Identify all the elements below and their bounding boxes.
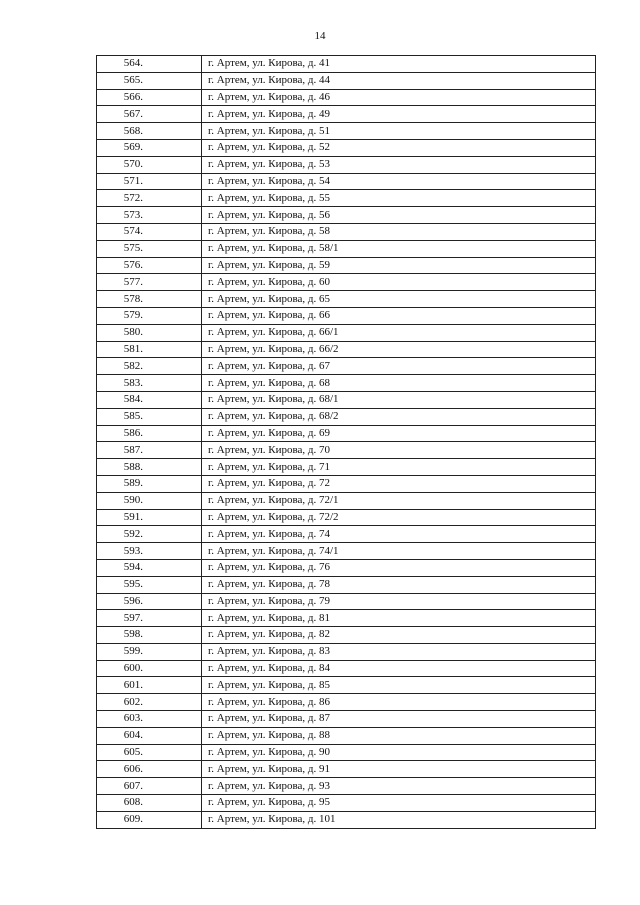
address-table-body	[97, 56, 596, 829]
address-cell: г. Артем, ул. Кирова, д. 84	[202, 660, 596, 677]
row-number-cell: 571.	[97, 173, 202, 190]
table-row	[97, 123, 596, 140]
address-cell: г. Артем, ул. Кирова, д. 60	[202, 274, 596, 291]
table-row	[97, 627, 596, 644]
row-number-cell: 572.	[97, 190, 202, 207]
address-cell: г. Артем, ул. Кирова, д. 81	[202, 610, 596, 627]
row-number-cell: 599.	[97, 643, 202, 660]
address-cell: г. Артем, ул. Кирова, д. 49	[202, 106, 596, 123]
row-number-cell: 608.	[97, 795, 202, 812]
address-cell: г. Артем, ул. Кирова, д. 79	[202, 593, 596, 610]
table-row	[97, 559, 596, 576]
address-cell: г. Артем, ул. Кирова, д. 46	[202, 89, 596, 106]
address-cell: г. Артем, ул. Кирова, д. 66	[202, 307, 596, 324]
table-row	[97, 324, 596, 341]
address-cell: г. Артем, ул. Кирова, д. 71	[202, 459, 596, 476]
address-cell: г. Артем, ул. Кирова, д. 51	[202, 123, 596, 140]
row-number-cell: 598.	[97, 627, 202, 644]
table-row	[97, 811, 596, 828]
table-row	[97, 711, 596, 728]
table-row	[97, 475, 596, 492]
table-row	[97, 89, 596, 106]
address-cell: г. Артем, ул. Кирова, д. 86	[202, 694, 596, 711]
row-number-cell: 580.	[97, 324, 202, 341]
address-cell: г. Артем, ул. Кирова, д. 58/1	[202, 240, 596, 257]
row-number-cell: 590.	[97, 492, 202, 509]
row-number-cell: 579.	[97, 307, 202, 324]
row-number-cell: 597.	[97, 610, 202, 627]
address-cell: г. Артем, ул. Кирова, д. 72/2	[202, 509, 596, 526]
address-cell: г. Артем, ул. Кирова, д. 74/1	[202, 543, 596, 560]
table-row	[97, 56, 596, 73]
table-row	[97, 207, 596, 224]
table-row	[97, 509, 596, 526]
table-row	[97, 795, 596, 812]
page-number: 14	[314, 30, 326, 42]
table-row	[97, 291, 596, 308]
row-number-cell: 578.	[97, 291, 202, 308]
address-cell: г. Артем, ул. Кирова, д. 67	[202, 358, 596, 375]
row-number-cell: 569.	[97, 139, 202, 156]
row-number-cell: 567.	[97, 106, 202, 123]
table-row	[97, 610, 596, 627]
row-number-cell: 570.	[97, 156, 202, 173]
address-cell: г. Артем, ул. Кирова, д. 59	[202, 257, 596, 274]
table-row	[97, 576, 596, 593]
table-row	[97, 727, 596, 744]
table-row	[97, 744, 596, 761]
table-row	[97, 526, 596, 543]
row-number-cell: 566.	[97, 89, 202, 106]
table-row	[97, 543, 596, 560]
address-cell: г. Артем, ул. Кирова, д. 68	[202, 375, 596, 392]
address-cell: г. Артем, ул. Кирова, д. 95	[202, 795, 596, 812]
row-number-cell: 564.	[97, 56, 202, 73]
address-cell: г. Артем, ул. Кирова, д. 66/1	[202, 324, 596, 341]
table-row	[97, 492, 596, 509]
row-number-cell: 576.	[97, 257, 202, 274]
row-number-cell: 584.	[97, 391, 202, 408]
row-number-cell: 588.	[97, 459, 202, 476]
row-number-cell: 589.	[97, 475, 202, 492]
table-row	[97, 274, 596, 291]
address-cell: г. Артем, ул. Кирова, д. 69	[202, 425, 596, 442]
row-number-cell: 602.	[97, 694, 202, 711]
row-number-cell: 582.	[97, 358, 202, 375]
table-row	[97, 341, 596, 358]
table-row	[97, 190, 596, 207]
address-cell: г. Артем, ул. Кирова, д. 53	[202, 156, 596, 173]
address-cell: г. Артем, ул. Кирова, д. 83	[202, 643, 596, 660]
table-row	[97, 408, 596, 425]
table-row	[97, 223, 596, 240]
table-row	[97, 375, 596, 392]
address-cell: г. Артем, ул. Кирова, д. 85	[202, 677, 596, 694]
table-row	[97, 459, 596, 476]
address-table	[96, 55, 596, 829]
address-cell: г. Артем, ул. Кирова, д. 66/2	[202, 341, 596, 358]
table-row	[97, 442, 596, 459]
table-row	[97, 593, 596, 610]
row-number-cell: 606.	[97, 761, 202, 778]
row-number-cell: 600.	[97, 660, 202, 677]
address-cell: г. Артем, ул. Кирова, д. 68/2	[202, 408, 596, 425]
table-row	[97, 677, 596, 694]
row-number-cell: 573.	[97, 207, 202, 224]
row-number-cell: 607.	[97, 778, 202, 795]
table-row	[97, 391, 596, 408]
address-cell: г. Артем, ул. Кирова, д. 72/1	[202, 492, 596, 509]
row-number-cell: 565.	[97, 72, 202, 89]
table-row	[97, 778, 596, 795]
address-cell: г. Артем, ул. Кирова, д. 82	[202, 627, 596, 644]
address-cell: г. Артем, ул. Кирова, д. 101	[202, 811, 596, 828]
address-cell: г. Артем, ул. Кирова, д. 70	[202, 442, 596, 459]
address-cell: г. Артем, ул. Кирова, д. 93	[202, 778, 596, 795]
row-number-cell: 583.	[97, 375, 202, 392]
address-cell: г. Артем, ул. Кирова, д. 91	[202, 761, 596, 778]
table-row	[97, 358, 596, 375]
table-row	[97, 173, 596, 190]
row-number-cell: 601.	[97, 677, 202, 694]
address-cell: г. Артем, ул. Кирова, д. 65	[202, 291, 596, 308]
table-row	[97, 106, 596, 123]
address-cell: г. Артем, ул. Кирова, д. 87	[202, 711, 596, 728]
row-number-cell: 605.	[97, 744, 202, 761]
row-number-cell: 594.	[97, 559, 202, 576]
table-row	[97, 694, 596, 711]
address-cell: г. Артем, ул. Кирова, д. 54	[202, 173, 596, 190]
row-number-cell: 585.	[97, 408, 202, 425]
row-number-cell: 603.	[97, 711, 202, 728]
address-cell: г. Артем, ул. Кирова, д. 58	[202, 223, 596, 240]
table-row	[97, 660, 596, 677]
table-row	[97, 139, 596, 156]
table-row	[97, 156, 596, 173]
address-cell: г. Артем, ул. Кирова, д. 56	[202, 207, 596, 224]
row-number-cell: 596.	[97, 593, 202, 610]
row-number-cell: 575.	[97, 240, 202, 257]
row-number-cell: 586.	[97, 425, 202, 442]
address-cell: г. Артем, ул. Кирова, д. 55	[202, 190, 596, 207]
row-number-cell: 604.	[97, 727, 202, 744]
row-number-cell: 568.	[97, 123, 202, 140]
table-row	[97, 307, 596, 324]
table-row	[97, 72, 596, 89]
table-row	[97, 761, 596, 778]
address-cell: г. Артем, ул. Кирова, д. 68/1	[202, 391, 596, 408]
row-number-cell: 574.	[97, 223, 202, 240]
address-cell: г. Артем, ул. Кирова, д. 78	[202, 576, 596, 593]
table-row	[97, 425, 596, 442]
address-cell: г. Артем, ул. Кирова, д. 76	[202, 559, 596, 576]
row-number-cell: 595.	[97, 576, 202, 593]
row-number-cell: 592.	[97, 526, 202, 543]
address-cell: г. Артем, ул. Кирова, д. 52	[202, 139, 596, 156]
table-row	[97, 643, 596, 660]
row-number-cell: 609.	[97, 811, 202, 828]
row-number-cell: 587.	[97, 442, 202, 459]
address-cell: г. Артем, ул. Кирова, д. 44	[202, 72, 596, 89]
row-number-cell: 593.	[97, 543, 202, 560]
table-row	[97, 257, 596, 274]
address-cell: г. Артем, ул. Кирова, д. 90	[202, 744, 596, 761]
address-cell: г. Артем, ул. Кирова, д. 88	[202, 727, 596, 744]
row-number-cell: 591.	[97, 509, 202, 526]
address-cell: г. Артем, ул. Кирова, д. 72	[202, 475, 596, 492]
row-number-cell: 577.	[97, 274, 202, 291]
table-row	[97, 240, 596, 257]
row-number-cell: 581.	[97, 341, 202, 358]
address-cell: г. Артем, ул. Кирова, д. 41	[202, 56, 596, 73]
address-cell: г. Артем, ул. Кирова, д. 74	[202, 526, 596, 543]
